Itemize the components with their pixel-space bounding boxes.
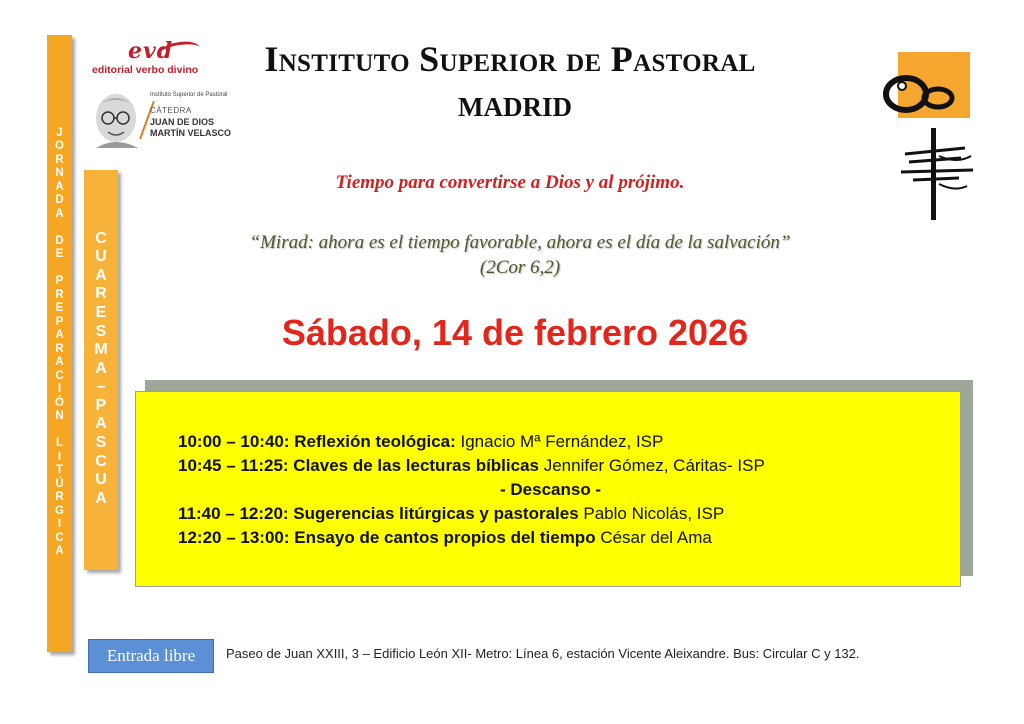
banner-letter: A [55, 356, 64, 368]
cross-logo-icon [895, 128, 977, 220]
banner-letter: A [55, 207, 64, 220]
schedule-row [178, 454, 968, 478]
banner-letter: U [95, 471, 107, 489]
evd-mark: evd [128, 38, 174, 64]
banner-letter: D [55, 234, 64, 247]
banner-letter: N [55, 410, 64, 422]
schedule-row [178, 526, 968, 550]
banner-letter: I [57, 518, 62, 530]
entrada-libre-badge: Entrada libre [88, 639, 214, 673]
theme-text: Tiempo para convertirse a Dios y al prójimo. [335, 172, 685, 193]
banner-letter: N [55, 167, 64, 179]
banner-letter [58, 425, 61, 439]
banner-letter: S [95, 322, 107, 340]
catedra-name-line1: JUAN DE DIOS [150, 117, 215, 127]
banner-letter: A [55, 180, 64, 193]
banner-letter [58, 222, 61, 236]
page-title: Instituto Superior de Pastoral [264, 39, 756, 79]
portrait-icon [88, 92, 146, 148]
schedule-break: - Descanso - [500, 480, 602, 499]
banner-letter: O [55, 140, 64, 152]
banner-letter: L [55, 437, 64, 449]
banner-letter: R [55, 342, 64, 355]
banner-letter: T [55, 464, 64, 476]
banner-letter: C [55, 369, 64, 382]
banner-letter: C [95, 229, 107, 247]
banner-letter: I [57, 383, 62, 395]
banner-letter: – [96, 378, 106, 396]
banner-letter: R [95, 285, 107, 303]
banner-letter: C [55, 531, 64, 544]
banner-letter: R [55, 153, 64, 166]
quote-text: “Mirad: ahora es el tiempo favorable, ahora es el día de la salvación” [249, 232, 791, 253]
quote-block [170, 230, 870, 280]
quote-reference: (2Cor 6,2) [479, 257, 561, 278]
jornada-banner [47, 35, 72, 652]
cuaresma-banner [84, 170, 118, 570]
banner-letter: I [57, 450, 62, 463]
banner-letter: M [94, 341, 108, 359]
banner-letter: S [95, 434, 107, 452]
banner-letter: P [55, 275, 64, 287]
orange-rings-logo-icon [880, 52, 972, 120]
banner-letter: C [95, 452, 107, 470]
banner-letter: A [95, 489, 107, 507]
banner-letter: R [55, 288, 64, 301]
banner-letter: G [55, 504, 64, 517]
schedule-time-title: 10:45 – 11:25: Claves de las lecturas bíblicas [178, 456, 539, 475]
schedule-speaker: Ignacio Mª Fernández, ISP [455, 432, 664, 451]
banner-letter: A [95, 359, 107, 377]
banner-letter: J [56, 126, 63, 139]
banner-letter: A [55, 545, 64, 557]
banner-letter: R [55, 491, 64, 503]
banner-letter: A [55, 329, 64, 341]
banner-letter: P [95, 396, 107, 414]
address-text: Paseo de Juan XXIII, 3 – Edificio León XII- Metro: Línea 6, estación Vicente Aleixandre. Bus: Circular C y 132. [226, 646, 860, 661]
schedule-time-title: 12:20 – 13:00: Ensayo de cantos propios del tiempo [178, 528, 596, 547]
banner-letter: U [95, 248, 107, 266]
schedule-list [178, 430, 968, 550]
schedule-time-title: 10:00 – 10:40: Reflexión teológica: [178, 432, 456, 451]
catedra-title: CÁTEDRA [150, 106, 192, 115]
schedule-speaker: Jennifer Gómez, Cáritas- ISP [539, 456, 765, 475]
banner-letter: P [55, 315, 64, 328]
event-date: Sábado, 14 de febrero 2026 [281, 312, 749, 353]
evd-subtitle: editorial verbo divino [92, 64, 199, 76]
schedule-speaker: César del Ama [595, 528, 712, 547]
banner-letter: A [95, 415, 107, 433]
banner-letter: E [55, 248, 64, 260]
banner-letter: E [95, 303, 107, 321]
banner-letter: Ú [55, 477, 64, 490]
schedule-speaker: Pablo Nicolás, ISP [578, 504, 725, 523]
banner-letter: D [55, 194, 64, 206]
banner-letter: Ó [55, 396, 64, 409]
schedule-row [178, 502, 968, 526]
banner-letter [58, 263, 61, 277]
banner-letter: A [95, 266, 107, 284]
catedra-name-line2: MARTÍN VELASCO [150, 128, 231, 138]
banner-letter: E [55, 302, 64, 314]
catedra-institute: Instituto Superior de Pastoral [150, 92, 228, 98]
schedule-time-title: 11:40 – 12:20: Sugerencias litúrgicas y pastorales [178, 504, 579, 523]
page-subtitle: MADRID [458, 92, 572, 122]
evd-logo [92, 38, 202, 80]
schedule-row [178, 430, 968, 454]
